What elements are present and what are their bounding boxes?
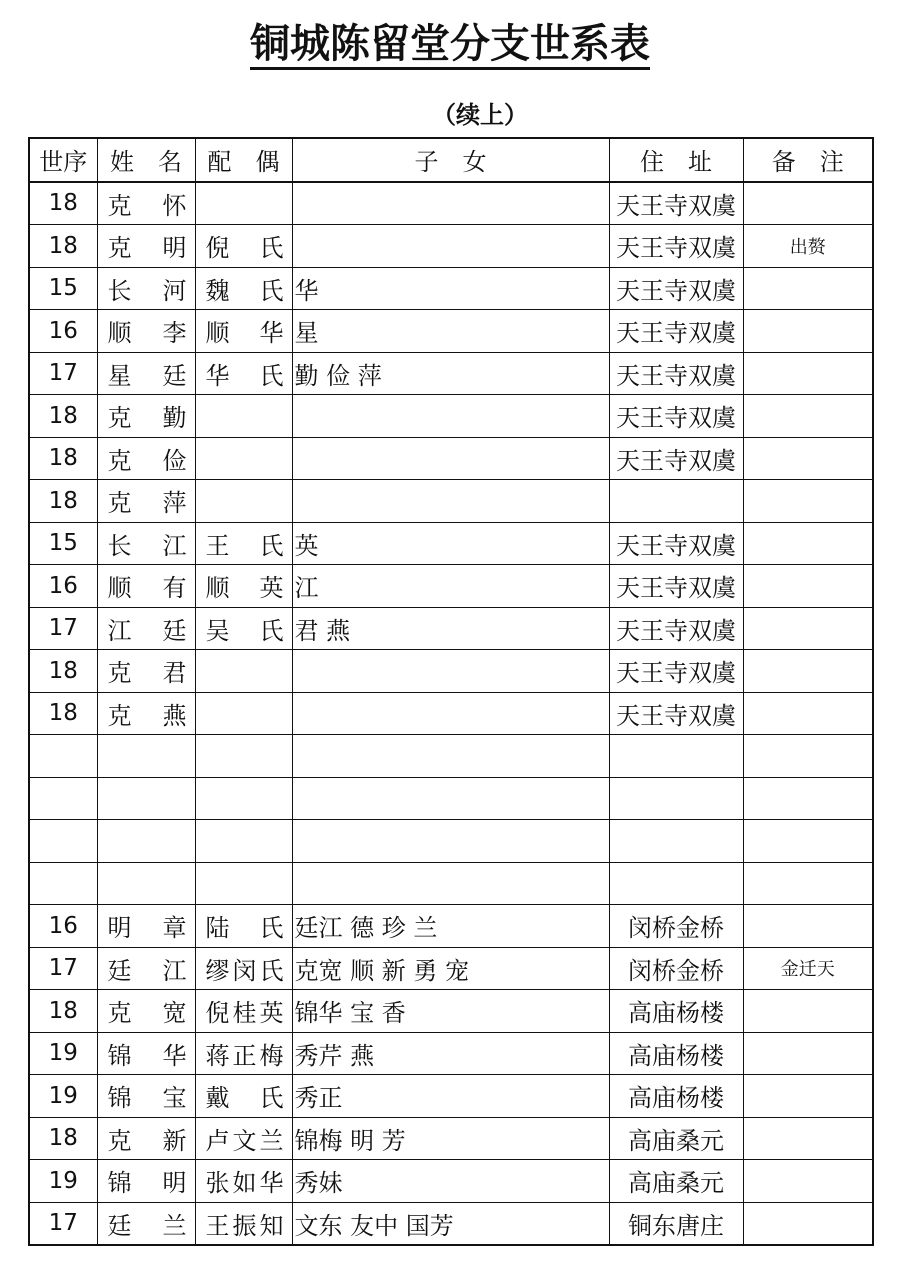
generation-cell: 18 bbox=[29, 650, 97, 693]
children-cell: 锦华 宝 香 bbox=[292, 990, 609, 1033]
table-row bbox=[29, 182, 873, 225]
spouse-cell: 吴氏 bbox=[195, 607, 292, 650]
table-row bbox=[29, 565, 873, 608]
children-cell bbox=[292, 777, 609, 820]
children-cell bbox=[292, 480, 609, 523]
children-cell bbox=[292, 650, 609, 693]
table-row bbox=[29, 267, 873, 310]
table-body bbox=[29, 182, 873, 1246]
generation-cell: 18 bbox=[29, 225, 97, 268]
table-row bbox=[29, 692, 873, 735]
generation-cell: 17 bbox=[29, 1202, 97, 1245]
note-cell bbox=[743, 1202, 873, 1245]
address-cell: 闵桥金桥 bbox=[609, 947, 743, 990]
children-cell: 英 bbox=[292, 522, 609, 565]
address-cell bbox=[609, 777, 743, 820]
note-cell bbox=[743, 310, 873, 353]
address-cell: 高庙杨楼 bbox=[609, 1075, 743, 1118]
children-cell bbox=[292, 735, 609, 778]
children-cell: 秀芹 燕 bbox=[292, 1032, 609, 1075]
name-cell: 长江 bbox=[97, 522, 195, 565]
generation-cell: 18 bbox=[29, 990, 97, 1033]
spouse-cell: 张如华 bbox=[195, 1160, 292, 1203]
table-row bbox=[29, 1202, 873, 1245]
children-cell: 文东 友中 国芳 bbox=[292, 1202, 609, 1245]
spouse-cell bbox=[195, 650, 292, 693]
children-cell: 君 燕 bbox=[292, 607, 609, 650]
children-cell: 勤 俭 萍 bbox=[292, 352, 609, 395]
name-cell: 克萍 bbox=[97, 480, 195, 523]
children-cell bbox=[292, 820, 609, 863]
page-subtitle: （续上） bbox=[432, 101, 528, 129]
table-row bbox=[29, 947, 873, 990]
children-cell: 克宽 顺 新 勇 宠 bbox=[292, 947, 609, 990]
address-cell: 高庙桑元 bbox=[609, 1117, 743, 1160]
children-cell: 秀正 bbox=[292, 1075, 609, 1118]
spouse-cell bbox=[195, 395, 292, 438]
note-cell bbox=[743, 182, 873, 225]
spouse-cell: 王氏 bbox=[195, 522, 292, 565]
table-row bbox=[29, 225, 873, 268]
note-cell: 金迁天 bbox=[743, 947, 873, 990]
address-cell: 铜东唐庄 bbox=[609, 1202, 743, 1245]
generation-cell: 16 bbox=[29, 565, 97, 608]
generation-cell: 16 bbox=[29, 905, 97, 948]
note-cell bbox=[743, 437, 873, 480]
generation-cell: 18 bbox=[29, 1117, 97, 1160]
spouse-cell: 顺华 bbox=[195, 310, 292, 353]
address-cell: 天王寺双虞 bbox=[609, 650, 743, 693]
note-cell bbox=[743, 565, 873, 608]
note-cell bbox=[743, 1117, 873, 1160]
address-cell: 高庙桑元 bbox=[609, 1160, 743, 1203]
generation-cell: 17 bbox=[29, 352, 97, 395]
spouse-cell: 魏氏 bbox=[195, 267, 292, 310]
note-cell bbox=[743, 607, 873, 650]
spouse-cell: 戴氏 bbox=[195, 1075, 292, 1118]
children-cell: 廷江 德 珍 兰 bbox=[292, 905, 609, 948]
note-cell bbox=[743, 820, 873, 863]
name-cell: 江廷 bbox=[97, 607, 195, 650]
children-cell: 秀妹 bbox=[292, 1160, 609, 1203]
note-cell bbox=[743, 862, 873, 905]
spouse-cell: 蒋正梅 bbox=[195, 1032, 292, 1075]
name-cell: 克宽 bbox=[97, 990, 195, 1033]
table-row bbox=[29, 777, 873, 820]
header-generation: 世序 bbox=[29, 138, 97, 182]
note-cell bbox=[743, 905, 873, 948]
address-cell bbox=[609, 820, 743, 863]
generation-cell: 18 bbox=[29, 692, 97, 735]
note-cell bbox=[743, 522, 873, 565]
name-cell bbox=[97, 735, 195, 778]
name-cell: 廷兰 bbox=[97, 1202, 195, 1245]
generation-cell: 19 bbox=[29, 1075, 97, 1118]
spouse-cell: 王振知 bbox=[195, 1202, 292, 1245]
name-cell: 明章 bbox=[97, 905, 195, 948]
address-cell: 天王寺双虞 bbox=[609, 692, 743, 735]
generation-cell: 16 bbox=[29, 310, 97, 353]
name-cell: 顺李 bbox=[97, 310, 195, 353]
address-cell: 天王寺双虞 bbox=[609, 565, 743, 608]
generation-cell bbox=[29, 777, 97, 820]
spouse-cell bbox=[195, 862, 292, 905]
name-cell: 克俭 bbox=[97, 437, 195, 480]
name-cell: 克燕 bbox=[97, 692, 195, 735]
name-cell: 长河 bbox=[97, 267, 195, 310]
address-cell bbox=[609, 480, 743, 523]
spouse-cell: 缪闵氏 bbox=[195, 947, 292, 990]
children-cell: 华 bbox=[292, 267, 609, 310]
name-cell: 克怀 bbox=[97, 182, 195, 225]
address-cell: 高庙杨楼 bbox=[609, 990, 743, 1033]
note-cell bbox=[743, 735, 873, 778]
note-cell bbox=[743, 480, 873, 523]
children-cell: 江 bbox=[292, 565, 609, 608]
children-cell: 锦梅 明 芳 bbox=[292, 1117, 609, 1160]
address-cell: 天王寺双虞 bbox=[609, 352, 743, 395]
note-cell bbox=[743, 352, 873, 395]
header-children: 子 女 bbox=[292, 138, 609, 182]
spouse-cell bbox=[195, 777, 292, 820]
spouse-cell: 陆氏 bbox=[195, 905, 292, 948]
spouse-cell bbox=[195, 820, 292, 863]
note-cell: 出赘 bbox=[743, 225, 873, 268]
spouse-cell: 华氏 bbox=[195, 352, 292, 395]
address-cell: 高庙杨楼 bbox=[609, 1032, 743, 1075]
spouse-cell bbox=[195, 735, 292, 778]
children-cell bbox=[292, 692, 609, 735]
header-name: 姓 名 bbox=[97, 138, 195, 182]
name-cell: 克新 bbox=[97, 1117, 195, 1160]
address-cell: 天王寺双虞 bbox=[609, 182, 743, 225]
generation-cell: 19 bbox=[29, 1032, 97, 1075]
generation-cell: 18 bbox=[29, 480, 97, 523]
table-row bbox=[29, 1075, 873, 1118]
table-row bbox=[29, 820, 873, 863]
name-cell: 廷江 bbox=[97, 947, 195, 990]
header-row bbox=[29, 138, 873, 182]
children-cell bbox=[292, 395, 609, 438]
table-row bbox=[29, 735, 873, 778]
note-cell bbox=[743, 692, 873, 735]
generation-cell: 15 bbox=[29, 522, 97, 565]
children-cell bbox=[292, 862, 609, 905]
name-cell bbox=[97, 777, 195, 820]
note-cell bbox=[743, 650, 873, 693]
address-cell: 天王寺双虞 bbox=[609, 607, 743, 650]
spouse-cell bbox=[195, 480, 292, 523]
name-cell bbox=[97, 820, 195, 863]
table-row bbox=[29, 437, 873, 480]
spouse-cell: 倪氏 bbox=[195, 225, 292, 268]
spouse-cell: 倪桂英 bbox=[195, 990, 292, 1033]
note-cell bbox=[743, 990, 873, 1033]
name-cell: 锦明 bbox=[97, 1160, 195, 1203]
table-row bbox=[29, 1032, 873, 1075]
table-row bbox=[29, 905, 873, 948]
address-cell: 天王寺双虞 bbox=[609, 267, 743, 310]
generation-cell: 19 bbox=[29, 1160, 97, 1203]
note-cell bbox=[743, 1075, 873, 1118]
table-row bbox=[29, 310, 873, 353]
address-cell bbox=[609, 862, 743, 905]
generation-cell: 18 bbox=[29, 437, 97, 480]
table-row bbox=[29, 352, 873, 395]
spouse-cell bbox=[195, 692, 292, 735]
table-row bbox=[29, 395, 873, 438]
note-cell bbox=[743, 395, 873, 438]
generation-cell: 18 bbox=[29, 395, 97, 438]
table-row bbox=[29, 650, 873, 693]
spouse-cell bbox=[195, 182, 292, 225]
children-cell bbox=[292, 437, 609, 480]
table-row bbox=[29, 522, 873, 565]
page-title-text: 铜城陈留堂分支世系表 bbox=[250, 21, 650, 70]
note-cell bbox=[743, 1032, 873, 1075]
name-cell: 锦华 bbox=[97, 1032, 195, 1075]
note-cell bbox=[743, 777, 873, 820]
name-cell: 克明 bbox=[97, 225, 195, 268]
table-row bbox=[29, 607, 873, 650]
table-row bbox=[29, 862, 873, 905]
note-cell bbox=[743, 1160, 873, 1203]
address-cell: 闵桥金桥 bbox=[609, 905, 743, 948]
generation-cell: 17 bbox=[29, 947, 97, 990]
children-cell bbox=[292, 225, 609, 268]
table-row bbox=[29, 1160, 873, 1203]
address-cell: 天王寺双虞 bbox=[609, 310, 743, 353]
children-cell: 星 bbox=[292, 310, 609, 353]
generation-cell bbox=[29, 820, 97, 863]
address-cell: 天王寺双虞 bbox=[609, 395, 743, 438]
children-cell bbox=[292, 182, 609, 225]
generation-cell: 18 bbox=[29, 182, 97, 225]
header-spouse: 配 偶 bbox=[195, 138, 292, 182]
generation-cell: 15 bbox=[29, 267, 97, 310]
name-cell: 星廷 bbox=[97, 352, 195, 395]
address-cell: 天王寺双虞 bbox=[609, 225, 743, 268]
table-row bbox=[29, 1117, 873, 1160]
note-cell bbox=[743, 267, 873, 310]
name-cell: 锦宝 bbox=[97, 1075, 195, 1118]
name-cell bbox=[97, 862, 195, 905]
generation-cell bbox=[29, 735, 97, 778]
table-row bbox=[29, 990, 873, 1033]
table-row bbox=[29, 480, 873, 523]
spouse-cell: 卢文兰 bbox=[195, 1117, 292, 1160]
name-cell: 克君 bbox=[97, 650, 195, 693]
name-cell: 顺有 bbox=[97, 565, 195, 608]
spouse-cell bbox=[195, 437, 292, 480]
spouse-cell: 顺英 bbox=[195, 565, 292, 608]
genealogy-table bbox=[28, 137, 874, 1246]
page-title bbox=[0, 14, 900, 74]
generation-cell bbox=[29, 862, 97, 905]
address-cell bbox=[609, 735, 743, 778]
address-cell: 天王寺双虞 bbox=[609, 522, 743, 565]
name-cell: 克勤 bbox=[97, 395, 195, 438]
address-cell: 天王寺双虞 bbox=[609, 437, 743, 480]
header-note: 备 注 bbox=[743, 138, 873, 182]
header-address: 住 址 bbox=[609, 138, 743, 182]
generation-cell: 17 bbox=[29, 607, 97, 650]
